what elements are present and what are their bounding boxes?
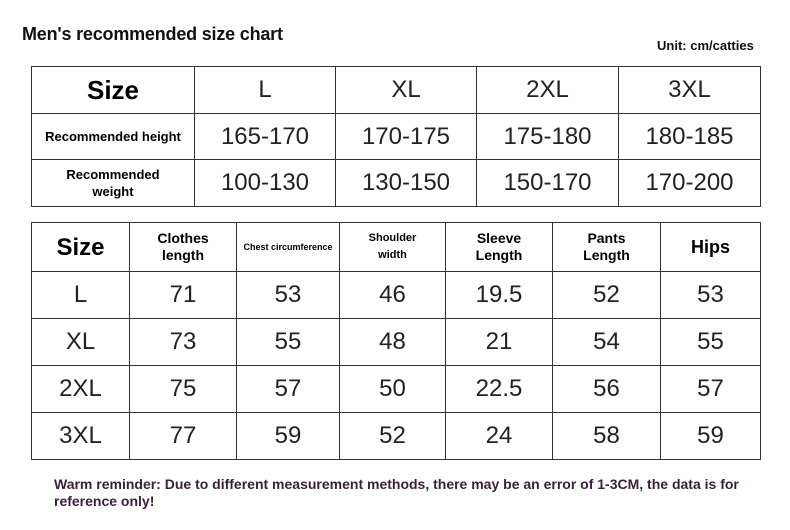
column-header-hips: Hips [661, 223, 761, 272]
height-header: Recommended height [32, 114, 195, 160]
table-cell: 19.5 [446, 272, 553, 319]
table-cell: 56 [553, 366, 661, 413]
size-cell: L [195, 67, 336, 114]
column-header-chest-circumference: Chest circumference [237, 223, 340, 272]
column-header-size: Size [32, 223, 130, 272]
size-row [32, 67, 761, 114]
table-cell: 24 [446, 413, 553, 460]
table-cell: 71 [130, 272, 237, 319]
table-cell: 57 [237, 366, 340, 413]
weight-cell: 150-170 [477, 160, 619, 207]
unit-label: Unit: cm/catties [657, 38, 754, 53]
table-cell: 2XL [32, 366, 130, 413]
height-cell: 170-175 [336, 114, 477, 160]
height-cell: 175-180 [477, 114, 619, 160]
height-row [32, 114, 761, 160]
table-cell: 55 [661, 319, 761, 366]
table-cell: 21 [446, 319, 553, 366]
table-cell: 59 [237, 413, 340, 460]
size-header: Size [32, 67, 195, 114]
table-cell: 3XL [32, 413, 130, 460]
weight-cell: 170-200 [619, 160, 761, 207]
table-cell: 58 [553, 413, 661, 460]
table-cell: 75 [130, 366, 237, 413]
table-cell: XL [32, 319, 130, 366]
column-header-clothes-length: Clothes length [130, 223, 237, 272]
column-header-pants-length: Pants Length [553, 223, 661, 272]
table-cell: 52 [553, 272, 661, 319]
table-cell: 54 [553, 319, 661, 366]
measurement-table [31, 222, 761, 460]
table-cell: 57 [661, 366, 761, 413]
measurement-header-row [32, 223, 761, 272]
table-row [32, 272, 761, 319]
table-cell: 46 [340, 272, 446, 319]
column-header-shoulder-width: Shoulder width [340, 223, 446, 272]
table-row [32, 366, 761, 413]
height-cell: 165-170 [195, 114, 336, 160]
height-cell: 180-185 [619, 114, 761, 160]
table-cell: 22.5 [446, 366, 553, 413]
recommended-size-table [31, 66, 761, 207]
table-cell: 53 [237, 272, 340, 319]
weight-row [32, 160, 761, 207]
page-title: Men's recommended size chart [22, 24, 283, 44]
table-cell: 50 [340, 366, 446, 413]
table-cell: 55 [237, 319, 340, 366]
table-cell: 77 [130, 413, 237, 460]
table-cell: 53 [661, 272, 761, 319]
table-cell: 48 [340, 319, 446, 366]
warm-reminder-note: Warm reminder: Due to different measurement methods, there may be an error of 1-3CM, the data is for reference only! [54, 476, 739, 509]
table-row [32, 319, 761, 366]
size-cell: XL [336, 67, 477, 114]
table-cell: 59 [661, 413, 761, 460]
size-cell: 3XL [619, 67, 761, 114]
weight-cell: 130-150 [336, 160, 477, 207]
column-header-sleeve-length: Sleeve Length [446, 223, 553, 272]
weight-cell: 100-130 [195, 160, 336, 207]
table-cell: 52 [340, 413, 446, 460]
table-cell: L [32, 272, 130, 319]
size-cell: 2XL [477, 67, 619, 114]
weight-header: Recommended weight [32, 160, 195, 207]
table-cell: 73 [130, 319, 237, 366]
table-row [32, 413, 761, 460]
